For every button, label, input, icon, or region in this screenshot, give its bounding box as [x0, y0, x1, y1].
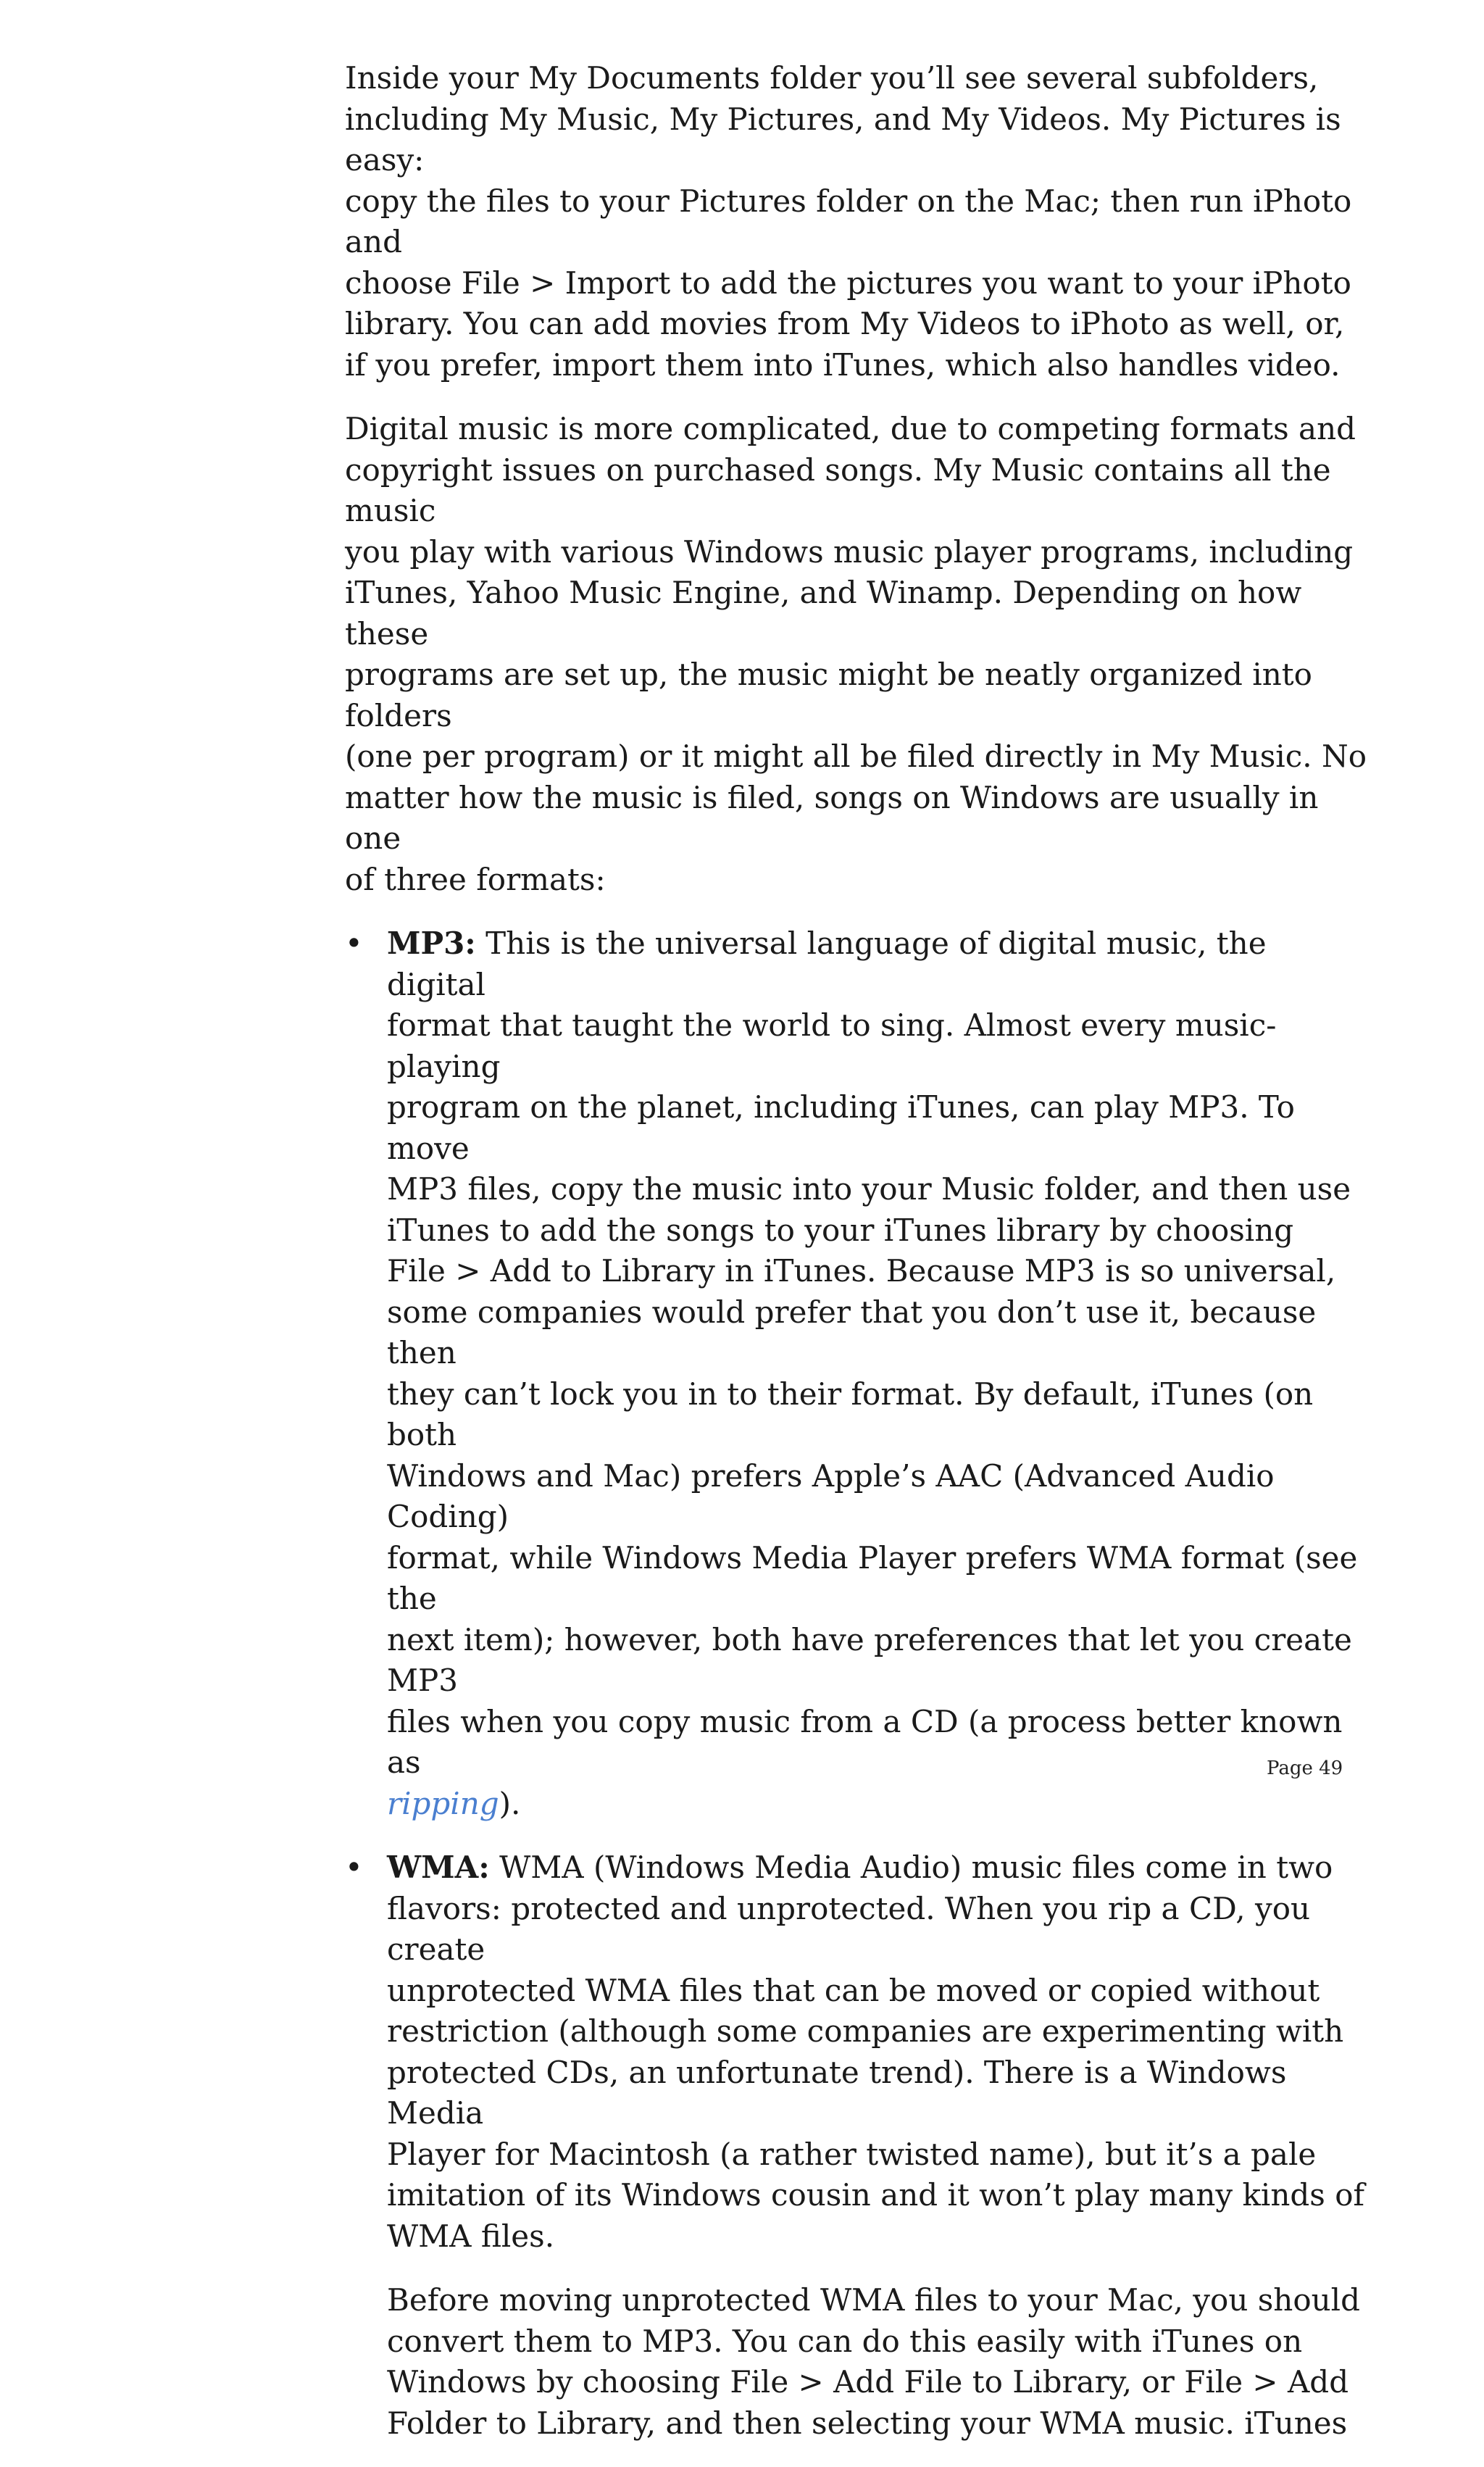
wma-description: [387, 1847, 1374, 2257]
mp3-description: [387, 923, 1374, 1824]
bullet-marker: •: [345, 925, 363, 961]
formats-list: [345, 923, 1374, 2444]
mp3-term: MP3:: [387, 925, 476, 961]
mp3-body: This is the universal language of digital music, the digital format that taught the world to sing. Almost every music-playing program on the planet, including iTunes, can play MP3. To move MP3 files, copy the music into your Music folder, and then use iTunes to add the songs to your iTunes library by choosing File > Add to Library in iTunes. Because MP3 is so universal, some companies would prefer that you don’t use it, because then they can’t lock you in to their format. By default, iTunes (on both Windows and Mac) prefers Apple’s AAC (Advanced Audio Coding) format, while Windows Media Player prefers WMA format (see the next item); however, both have preferences that let you create MP3 files when you copy music from a CD (a process better known as: [387, 925, 1358, 1780]
document-body: [345, 58, 1374, 2467]
list-item-wma: [345, 1847, 1374, 2444]
wma-term: WMA:: [387, 1850, 490, 1885]
wma-conversion-paragraph: Before moving unprotected WMA files to your Mac, you should convert them to MP3. You can do this easily with iTunes on Windows by choosing File > Add File to Library, or File > Add Folder to Library, and then selecting your WMA music. iTunes: [387, 2282, 1360, 2441]
digital-music-paragraph: Digital music is more complicated, due to competing formats and copyright issues on purchased songs. My Music contains all the music you play with various Windows music player programs, including iTunes, Yahoo Music Engine, and Winamp. Depending on how these programs are set up, the music might be neatly organized into folders (one per program) or it might all be filed directly in My Music. No matter how the music is filed, songs on Windows are usually in one of three formats:: [345, 411, 1367, 897]
list-item-mp3: [345, 923, 1374, 1824]
mp3-closing: ).: [499, 1785, 521, 1821]
intro-paragraph: Inside your My Documents folder you’ll see several subfolders, including My Music, My Pictures, and My Videos. My Pictures is easy: copy the files to your Pictures folder on the Mac; then run iPhoto and choose File > Import to add the pictures you want to your iPhoto library. You can add movies from My Videos to iPhoto as well, or, if you prefer, import them into iTunes, which also handles video.: [345, 60, 1352, 383]
bullet-marker: •: [345, 1850, 363, 1885]
wma-body: WMA (Windows Media Audio) music files come in two flavors: protected and unprotected. When you rip a CD, you create unprotected WMA files that can be moved or copied without restriction (although some companies are experimenting with protected CDs, an unfortunate trend). There is a Windows Media Player for Macintosh (a rather twisted name), but it’s a pale imitation of its Windows cousin and it won’t play many kinds of WMA files.: [387, 1850, 1365, 2254]
ripping-link[interactable]: ripping: [387, 1785, 499, 1821]
page-number: Page 49: [1267, 1757, 1343, 1779]
